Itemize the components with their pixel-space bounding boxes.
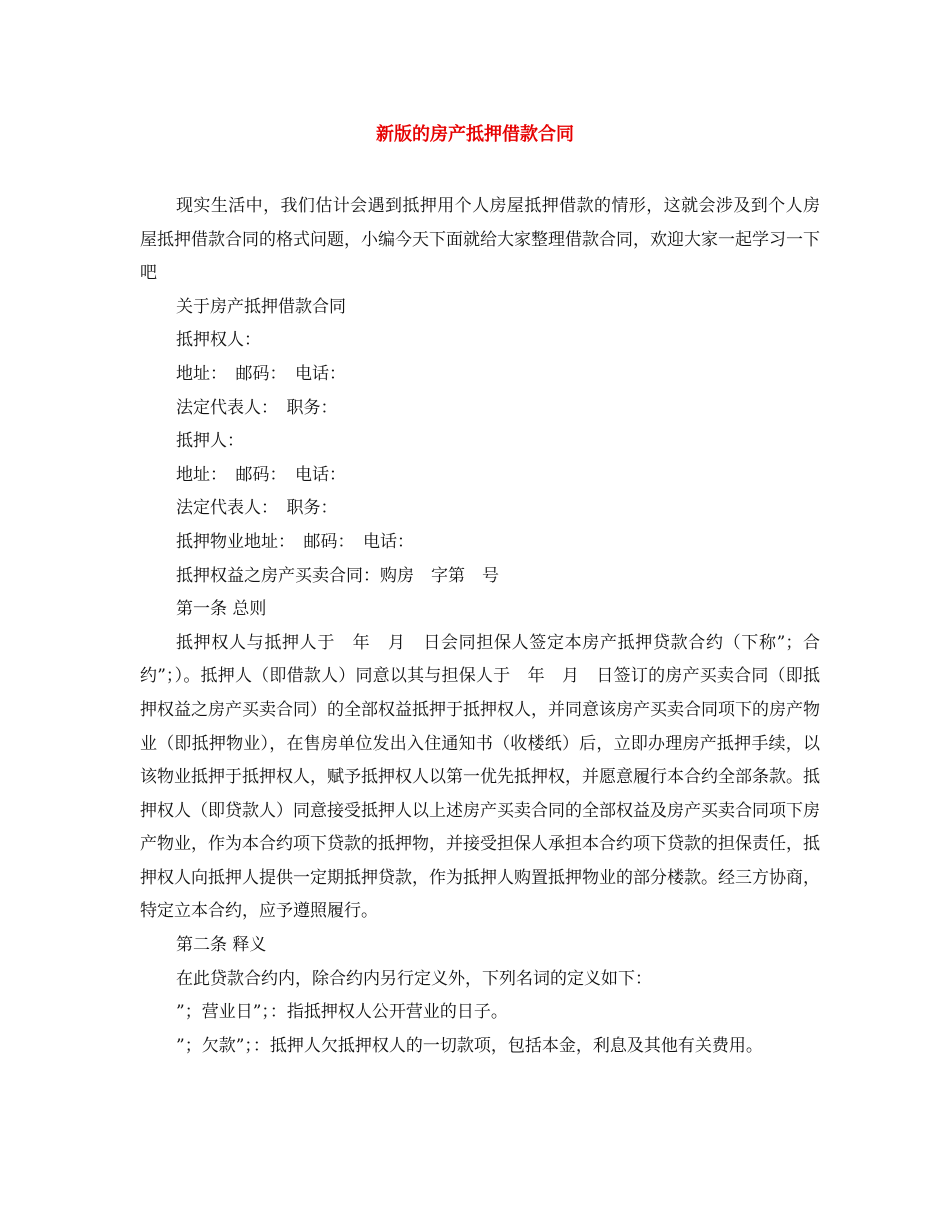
article-1-paragraph: 抵押权人与抵押人于 年 月 日会同担保人签定本房产抵押贷款合约（下称”；合约”；）。抵押人（即借款人）同意以其与担保人于 年 月 日签订的房产买卖合同（即抵押权益之房产买卖合同）的全部权益抵押于抵押权人，并同意该房产买卖合同项下的房产物业（即抵押物业），在售房单位发出入住通知书（收楼纸）后，立即办理房产抵押手续，以该物业抵押于抵押权人，赋予抵押权人以第一优先抵押权，并愿意履行本合约全部条款。抵押权人（即贷款人）同意接受抵押人以上述房产买卖合同的全部权益及房产买卖合同项下房产物业，作为本合约项下贷款的抵押物，并接受担保人承担本合约项下贷款的担保责任，抵押权人向抵押人提供一定期抵押贷款，作为抵押人购置抵押物业的部分楼款。经三方协商，特定立本合约，应予遵照履行。 bbox=[140, 632, 820, 922]
definitions-intro: 在此贷款合约内，除合约内另行定义外，下列名词的定义如下： bbox=[176, 968, 652, 989]
intro-paragraph: 现实生活中，我们估计会遇到抵押用个人房屋抵押借款的情形，这就会涉及到个人房屋抵押借款合同的格式问题，小编今天下面就给大家整理借款合同，欢迎大家一起学习一下吧 bbox=[140, 196, 820, 284]
definition-debt: ”；欠款”；：抵押人欠抵押权人的一切款项，包括本金，利息及其他有关费用。 bbox=[176, 1035, 763, 1056]
document-title: 新版的房产抵押借款合同 bbox=[376, 124, 574, 145]
mortgagor-representative-line: 法定代表人： 职务： bbox=[176, 498, 338, 519]
contract-heading: 关于房产抵押借款合同 bbox=[176, 296, 346, 317]
mortgagee-line: 抵押权人： bbox=[176, 330, 261, 351]
mortgagor-line: 抵押人： bbox=[176, 431, 244, 452]
purchase-contract-line: 抵押权益之房产买卖合同：购房 字第 号 bbox=[176, 565, 499, 586]
article-2-heading: 第二条 释义 bbox=[176, 935, 267, 956]
definition-business-day: ”；营业日”；：指抵押权人公开营业的日子。 bbox=[176, 1002, 508, 1023]
mortgagee-address-line: 地址： 邮码： 电话： bbox=[176, 363, 346, 384]
article-1-heading: 第一条 总则 bbox=[176, 599, 267, 620]
mortgagor-address-line: 地址： 邮码： 电话： bbox=[176, 464, 346, 485]
document-body bbox=[140, 190, 820, 1063]
mortgagee-representative-line: 法定代表人： 职务： bbox=[176, 397, 338, 418]
property-address-line: 抵押物业地址： 邮码： 电话： bbox=[176, 531, 414, 552]
